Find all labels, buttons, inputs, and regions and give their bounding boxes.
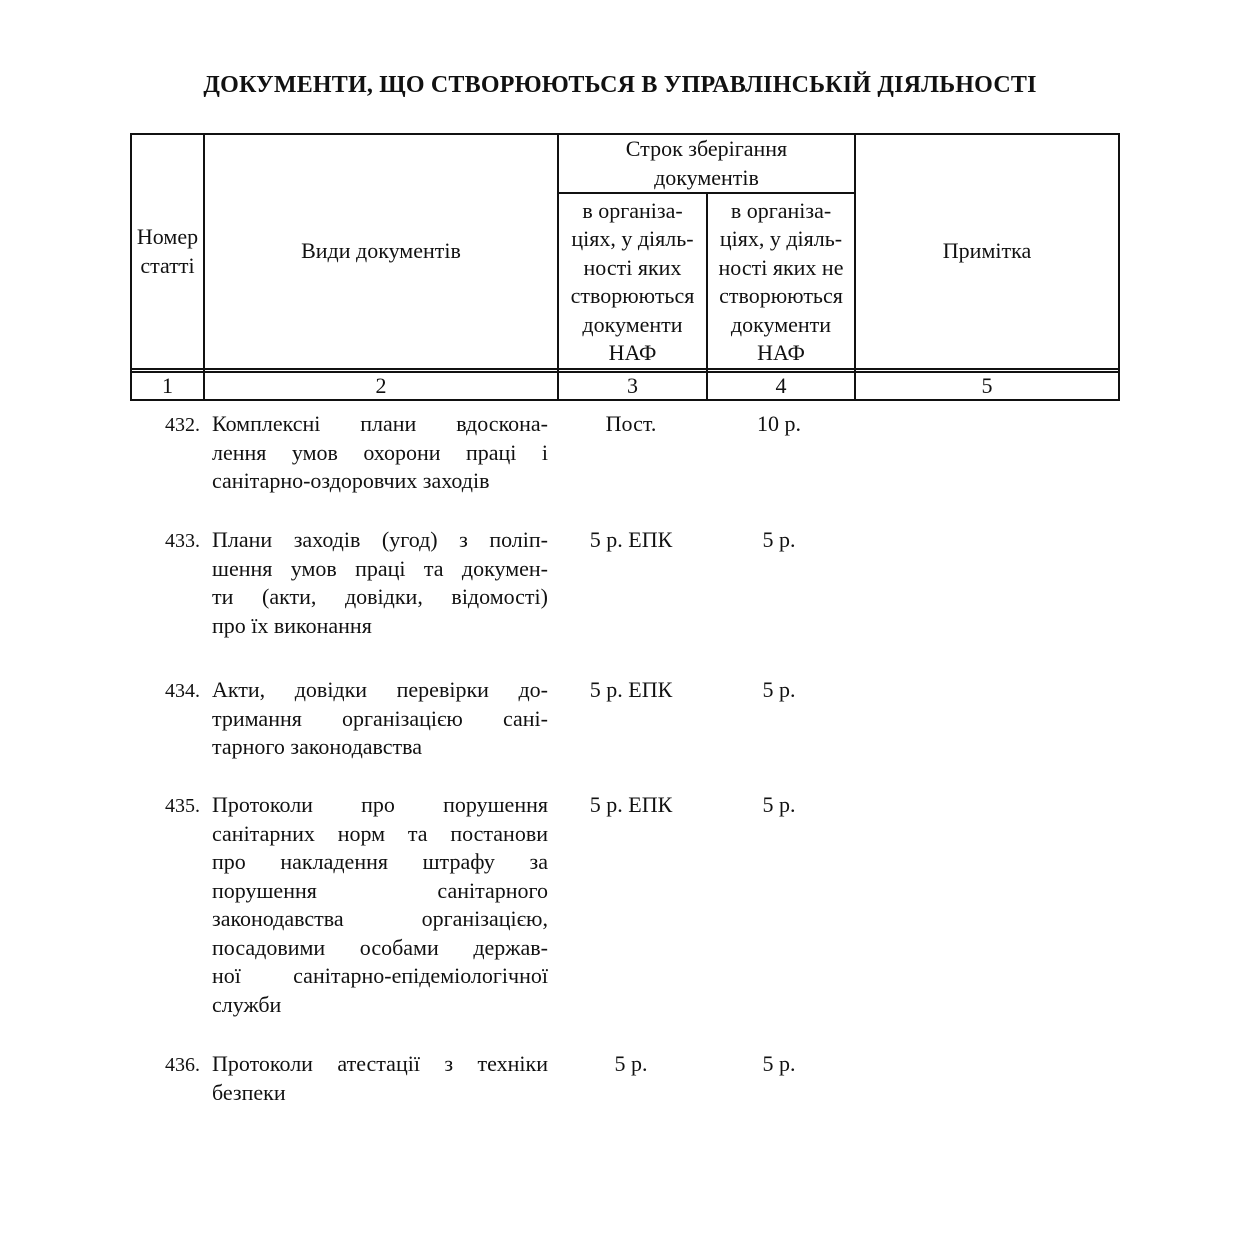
article-number: 436. bbox=[165, 1054, 200, 1076]
text-line: санітарно-оздоровчих заходів bbox=[212, 468, 490, 493]
storage-naf: 5 р. bbox=[614, 1051, 648, 1076]
header-note-label: Примітка bbox=[942, 238, 1032, 264]
header-naf-organizations bbox=[559, 196, 706, 368]
text-line: посадовими особами держав- bbox=[212, 934, 548, 960]
header-storage-term bbox=[559, 135, 854, 192]
header-col3-line: в організа- bbox=[582, 197, 683, 223]
group-divider bbox=[557, 192, 854, 194]
text-line: лення умов охорони праці і bbox=[212, 439, 548, 465]
header-col3-line: ності яких bbox=[583, 254, 682, 280]
storage-naf: 5 р. ЕПК bbox=[589, 792, 673, 817]
document-type-text bbox=[212, 410, 548, 496]
text-line: санітарних норм та постанови bbox=[212, 820, 548, 846]
text-line: законодавства організацією, bbox=[212, 906, 548, 931]
storage-non-naf: 5 р. bbox=[762, 1051, 796, 1076]
document-type-text bbox=[212, 1050, 548, 1107]
text-line: тримання організацією сані- bbox=[212, 705, 548, 731]
article-number: 434. bbox=[165, 680, 200, 702]
document-type-text bbox=[212, 526, 548, 640]
header-storage-term-line: документів bbox=[654, 164, 759, 190]
column-number: 1 bbox=[162, 373, 173, 398]
document-title: ДОКУМЕНТИ, ЩО СТВОРЮЮТЬСЯ В УПРАВЛІНСЬКІЙ ДІЯЛЬНОСТІ bbox=[203, 72, 1037, 98]
storage-non-naf: 5 р. bbox=[762, 792, 796, 817]
text-line: Акти, довідки перевірки до- bbox=[212, 677, 548, 702]
storage-naf: 5 р. ЕПК bbox=[589, 527, 673, 552]
storage-non-naf: 5 р. bbox=[762, 677, 796, 702]
header-col4-line: ціях, у діяль- bbox=[719, 226, 843, 251]
text-line: тарного законодавства bbox=[212, 734, 423, 759]
storage-naf: 5 р. ЕПК bbox=[589, 677, 673, 702]
column-number: 3 bbox=[627, 373, 638, 398]
header-note bbox=[856, 135, 1118, 368]
table-header bbox=[130, 133, 1120, 401]
header-col3-line: НАФ bbox=[608, 340, 657, 365]
article-number: 433. bbox=[165, 530, 200, 552]
header-article-number bbox=[132, 135, 203, 368]
header-col4-line: в організа- bbox=[730, 197, 832, 223]
text-line: Комплексні плани вдоскона- bbox=[212, 411, 548, 436]
text-line: ної санітарно-епідеміологічної bbox=[212, 963, 548, 988]
article-number: 435. bbox=[165, 795, 200, 817]
header-col3-line: ціях, у діяль- bbox=[571, 226, 694, 251]
header-document-types bbox=[205, 135, 557, 368]
text-line: Протоколи атестації з техніки bbox=[212, 1051, 548, 1076]
text-line: Плани заходів (угод) з поліп- bbox=[212, 527, 548, 552]
text-line: Протоколи про порушення bbox=[212, 792, 548, 817]
text-line: порушення санітарного bbox=[212, 877, 548, 903]
text-line: безпеки bbox=[212, 1079, 286, 1105]
document-type-text bbox=[212, 676, 548, 762]
article-number: 432. bbox=[165, 414, 200, 436]
header-col4-line: створюються bbox=[719, 283, 843, 308]
column-number: 2 bbox=[375, 373, 387, 398]
header-document-types-label: Види документів bbox=[301, 238, 461, 264]
column-number: 4 bbox=[775, 373, 787, 398]
header-non-naf-organizations bbox=[708, 196, 854, 368]
header-article-number-line: Номер bbox=[136, 224, 199, 249]
header-col4-line: НАФ bbox=[757, 340, 805, 365]
text-line: про їх виконання bbox=[212, 612, 372, 638]
text-line: про накладення штрафу за bbox=[212, 849, 548, 874]
header-storage-term-line: Строк зберігання bbox=[625, 136, 788, 161]
header-col3-line: документи bbox=[582, 311, 683, 337]
header-col3-line: створюються bbox=[570, 283, 695, 308]
document-type-text bbox=[212, 791, 548, 1019]
header-col4-line: документи bbox=[730, 311, 832, 337]
text-line: ти (акти, довідки, відомості) bbox=[212, 584, 548, 609]
text-line: шення умов праці та докумен- bbox=[212, 555, 548, 581]
storage-non-naf: 5 р. bbox=[762, 527, 796, 552]
storage-non-naf: 10 р. bbox=[757, 411, 801, 436]
header-article-number-line: статті bbox=[140, 252, 195, 278]
header-number-divider bbox=[132, 368, 1118, 370]
text-line: служби bbox=[212, 991, 282, 1017]
storage-naf: Пост. bbox=[605, 411, 657, 436]
header-col4-line: ності яких не bbox=[718, 254, 844, 280]
column-number: 5 bbox=[981, 373, 993, 398]
